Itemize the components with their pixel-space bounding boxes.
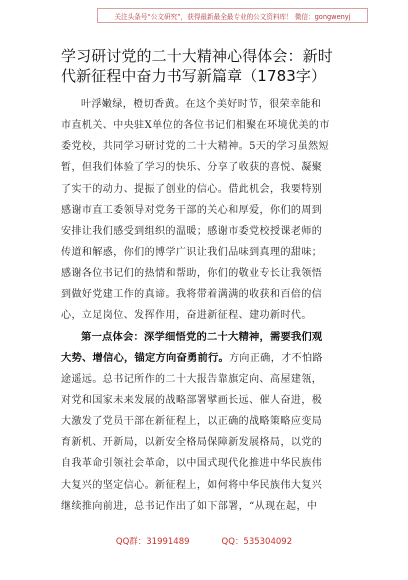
paragraph-line: 心，立足岗位、发挥作用，奋进新征程、建功新时代。	[61, 310, 312, 322]
paragraph-line: 对党和国家未来发展的战略部署擘画长远、催人奋进，极	[61, 394, 323, 406]
paragraph-line-text: 叶浮嫩绿，橙切香黄。在这个美好时节，很荣幸能和	[81, 99, 322, 110]
paragraph-line: 传道和解惑，你们的博学广识让我们品味到真理的甜味；	[61, 246, 323, 258]
title-line: 代新征程中奋力书写新篇章（1783字）	[61, 67, 327, 85]
document-body	[61, 94, 361, 517]
paragraph-line: 了实干的动力、提振了创业的信心。借此机会，我要特别	[61, 183, 323, 195]
paragraph-line: 市直机关、中央驻X单位的各位书记们相聚在环境优美的市	[61, 120, 330, 132]
paragraph-line: 育新机、开新局，以新安全格局保障新发展格局，以党的	[61, 437, 323, 449]
section-heading-text: 第一点体会：深学细悟党的二十大精神，需要我们观	[81, 330, 323, 343]
header-banner: 关注头条号“公文研究”，获得最新最全最专业的公文资料库！ 微信：gongwenyj	[97, 8, 368, 23]
paragraph-line: 自我革命引领社会革命，以中国式现代化推进中华民族伟	[61, 458, 323, 470]
paragraph-line: 大激发了党员干部在新征程上，以正确的战略策略应变局	[61, 416, 323, 428]
paragraph-line: 感谢市直工委领导对党务干部的关心和厚爱，你们的周到	[61, 204, 323, 216]
title-line: 学习研讨党的二十大精神心得体会：新时	[61, 47, 333, 65]
paragraph-line: 途遥远。总书记所作的二十大报告靠旗定向、高屋建瓴，	[61, 373, 323, 385]
paragraph-line: 暂，但我们体验了学习的快乐、分享了收获的喜悦、凝聚	[61, 162, 323, 174]
paragraph-line: 委党校，共同学习研讨党的二十大精神。5天的学习虽然短	[61, 141, 330, 153]
paragraph-line: 继续推向前进，总书记作出了如下部署，“从现在起，中	[61, 500, 318, 512]
section-heading-text: 大势、增信心，锚定方向奋勇前行。	[61, 351, 229, 364]
section-heading-line	[61, 327, 361, 348]
paragraph-line: 到做好党建工作的真谛。我将带着满满的收获和百倍的信	[61, 289, 323, 301]
section-heading-line	[61, 348, 361, 369]
paragraph-line: 大复兴的坚定信心。新征程上，如何将中华民族伟大复兴	[61, 479, 323, 491]
document-title	[61, 46, 361, 86]
qq-number: QQ：535304092	[221, 537, 293, 547]
paragraph-line: 感谢各位书记们的热情和帮助，你们的敬业专长让我领悟	[61, 268, 323, 280]
paragraph-line: 安排让我们感受到组织的温暖；感谢市委党校授课老师的	[61, 225, 323, 237]
qq-group-number: QQ群：31991489	[115, 537, 190, 547]
page-footer	[0, 535, 408, 549]
paragraph-line	[61, 94, 361, 115]
section-first-line-tail: 方向正确，才不怕路	[228, 352, 324, 364]
